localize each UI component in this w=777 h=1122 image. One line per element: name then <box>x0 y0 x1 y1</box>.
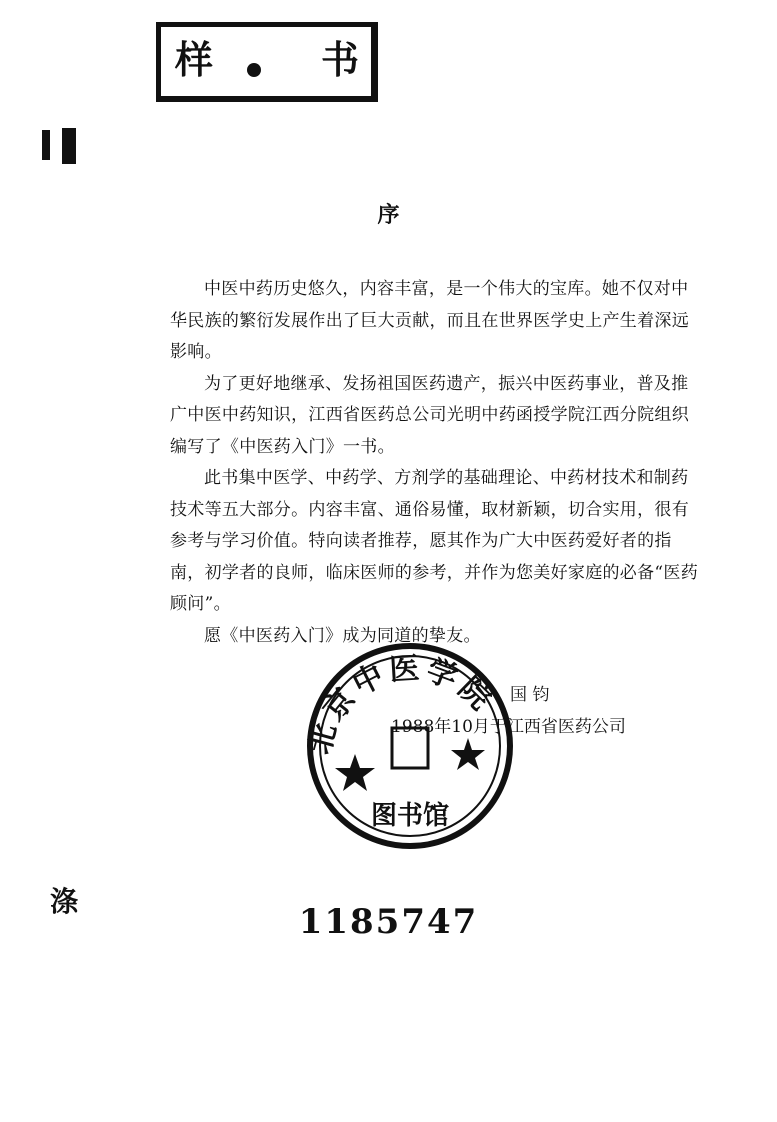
margin-mark: 涤 <box>50 885 79 918</box>
library-stamp <box>156 22 378 102</box>
paragraph-2: 为了更好地继承、发扬祖国医药遗产，振兴中医药事业，普及推广中医中药知识，江西省医药总公司光明中药函授学院江西分院组织编写了《中医药入门》一书。 <box>170 373 689 457</box>
preface-body <box>170 274 700 652</box>
paragraph-4: 愿《中医药入门》成为同道的挚友。 <box>204 625 481 646</box>
catalog-number: 1185747 <box>298 902 479 942</box>
seal-star-left-icon <box>335 754 375 791</box>
margin-bracket-mark <box>40 128 80 168</box>
signature-date: 1988年10月于江西省医药公司 <box>391 717 626 737</box>
paragraph-3: 此书集中医学、中药学、方剂学的基础理论、中药材技术和制药技术等五大部分。内容丰富、通俗易懂，取材新颖，切合实用，很有参考与学习价值。特向读者推荐，愿其作为广大中医药爱好者的指南，初学者的良师，临床医师的参考，并作为您美好家庭的必备“医药顾问”。 <box>170 468 698 614</box>
paragraph-1: 中医中药历史悠久，内容丰富，是一个伟大的宝库。她不仅对中华民族的繁衍发展作出了巨大贡献，而且在世界医学史上产生着深远影响。 <box>170 279 689 362</box>
stamp-left-char: 样 <box>175 37 214 82</box>
stamp-dot <box>247 63 261 77</box>
stamp-right-char: 书 <box>321 37 360 82</box>
seal-star-right-icon <box>451 738 485 770</box>
page-title: 序 <box>377 202 400 228</box>
seal-top-text: 北京中医学院 <box>302 651 501 758</box>
library-seal <box>300 636 520 856</box>
signature-name: 国 钧 <box>510 685 550 705</box>
seal-bottom-text: 图书馆 <box>370 801 450 831</box>
